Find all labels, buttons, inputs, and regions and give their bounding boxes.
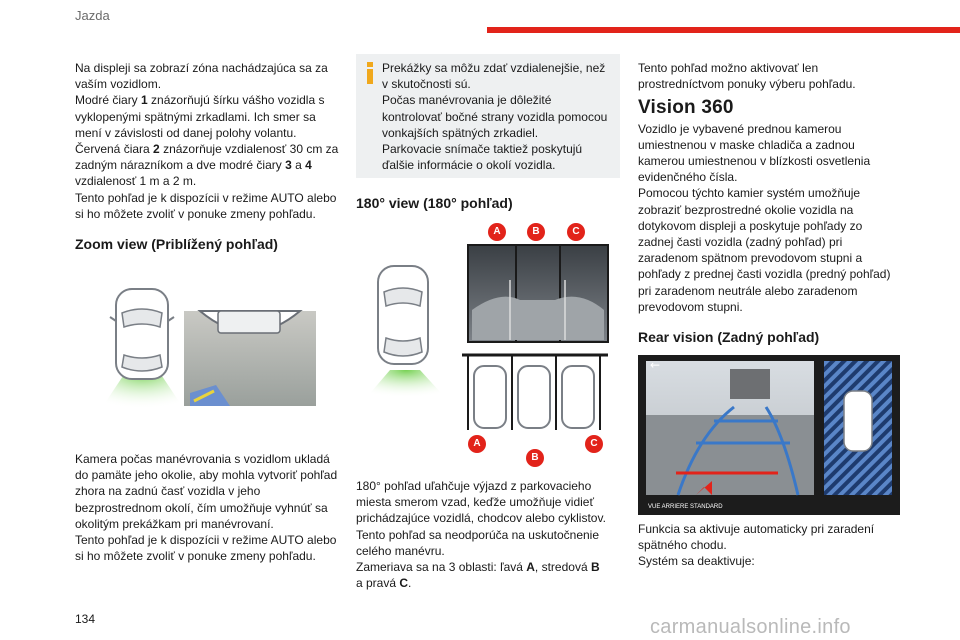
zoom-availability-paragraph: Tento pohľad je k dispozícii v režime AUTO alebo si ho môžete zvoliť v ponuke zmeny pohľadu. [75, 533, 337, 564]
car-topview-icon [110, 289, 174, 379]
zoom-view-illustration [90, 283, 326, 418]
vision-360-paragraph-2: Pomocou týchto kamier systém umožňuje zobraziť bezprostredné okolie vozidla na dotykovom displeji a poskytuje pohľady zo zadnej časti vozidla (zadný pohľad) pri zaradenom spätnom prevodovom stupni a pohľady z prednej časti vozidla (predný pohľad) pri zaradenom neutrále alebo zaradenom prevodovom stupni. [638, 186, 891, 314]
vision-360-paragraph-1: Vozidlo je vybavené prednou kamerou umiestnenou v maske chladiča a zadnou kamerou umiestnenou v blízkosti osvetlenia evidenčného čísla. [638, 121, 871, 185]
rear-vision-text [638, 521, 900, 570]
zoom-camera-screen [184, 311, 316, 406]
rear-vision-paragraph: Funkcia sa aktivuje automaticky pri zaradení spätného chodu. Systém sa deaktivuje: [638, 522, 875, 569]
marker-top-a: A [488, 223, 506, 241]
view-180-heading: 180° view (180° pohľad) [356, 195, 513, 211]
marker-bottom-a: A [468, 435, 486, 453]
marker-top-b: B [527, 223, 545, 241]
watermark: carmanualsonline.info [650, 616, 851, 638]
info-note-text: Prekážky sa môžu zdať vzdialenejšie, než v skutočnosti sú. Počas manévrovania je dôležité kontrolovať bočné strany vozidla pomocou vonkajších spätných zrkadiel. Parkovacie snímače taktiež poskytujú ďalšie informácie o okolí vozidla. [382, 61, 608, 173]
guide-number-3: 3 [285, 158, 292, 173]
menu-paragraph: Tento pohľad možno aktivovať len prostredníctvom ponuky výberu pohľadu. [638, 61, 856, 92]
zoom-view-paragraph: Kamera počas manévrovania s vozidlom ukladá do pamäte jeho okolie, aby mohla vytvoriť pohľad zhora na zadnú časť vozidla v jeho bezprostrednom okolí, čím umožňuje vyhnúť sa okolitým prekážkam pri manévrovaní. [75, 452, 338, 531]
zoom-view-heading: Zoom view (Priblížený pohľad) [75, 236, 278, 253]
red-line-paragraph: Červená čiara 2 znázorňuje vzdialenosť 30 cm za zadným nárazníkom a dve modré čiary 3 a 4 vzdialenosť 1 m a 2 m. [75, 142, 339, 189]
car-topview-icon [844, 391, 872, 451]
info-icon [363, 62, 377, 84]
guide-number-4: 4 [305, 158, 312, 173]
column-left [75, 60, 340, 252]
parking-lot-diagram [462, 355, 608, 430]
camera-180-screen [468, 245, 608, 342]
marker-bottom-b: B [526, 449, 544, 467]
back-arrow-icon: ← [650, 358, 661, 372]
blue-lines-paragraph: Modré čiary 1 znázorňujú šírku vášho vozidla s vyklopenými spätnými zrkadlami. Ich smer sa mení v závislosti od danej polohy volantu. [75, 93, 325, 140]
camera-zone-green-180 [360, 370, 452, 405]
page-number: 134 [75, 612, 96, 626]
guide-number-1: 1 [141, 93, 148, 108]
marker-top-c: C [567, 223, 585, 241]
info-note-box [356, 54, 620, 178]
view-180-text [356, 478, 621, 591]
guide-number-2: 2 [153, 142, 160, 157]
availability-paragraph: Tento pohľad je k dispozícii v režime AUTO alebo si ho môžete zvoliť v ponuke zmeny pohľadu. [75, 190, 337, 221]
screen-caption: VUE ARRIERE STANDARD [648, 504, 723, 510]
view-180-paragraph: 180° pohľad uľahčuje výjazd z parkovacieho miesta smerom vzad, keďže umožňuje vidieť prichádzajúce vozidlá, chodcov alebo cyklistov. Tento pohľad sa neodporúča na uskutočnenie celého manévru. [356, 479, 606, 558]
areas-paragraph: Zameriava sa na 3 oblasti: ľavá A, stredová B a pravá C. [356, 560, 600, 591]
vision-360-heading: Vision 360 [638, 97, 734, 119]
header-section-title: Jazda [75, 8, 110, 23]
view-180-illustration [360, 240, 620, 470]
zoom-view-text [75, 451, 340, 564]
column-right [638, 60, 900, 345]
car-topview-icon [378, 266, 428, 364]
marker-bottom-c: C [585, 435, 603, 453]
header-accent-bar [487, 27, 960, 33]
intro-paragraph: Na displeji sa zobrazí zóna nachádzajúca sa za vaším vozidlom. [75, 61, 328, 92]
rear-vision-heading: Rear vision (Zadný pohľad) [638, 329, 820, 346]
rear-camera-screen [638, 355, 900, 515]
